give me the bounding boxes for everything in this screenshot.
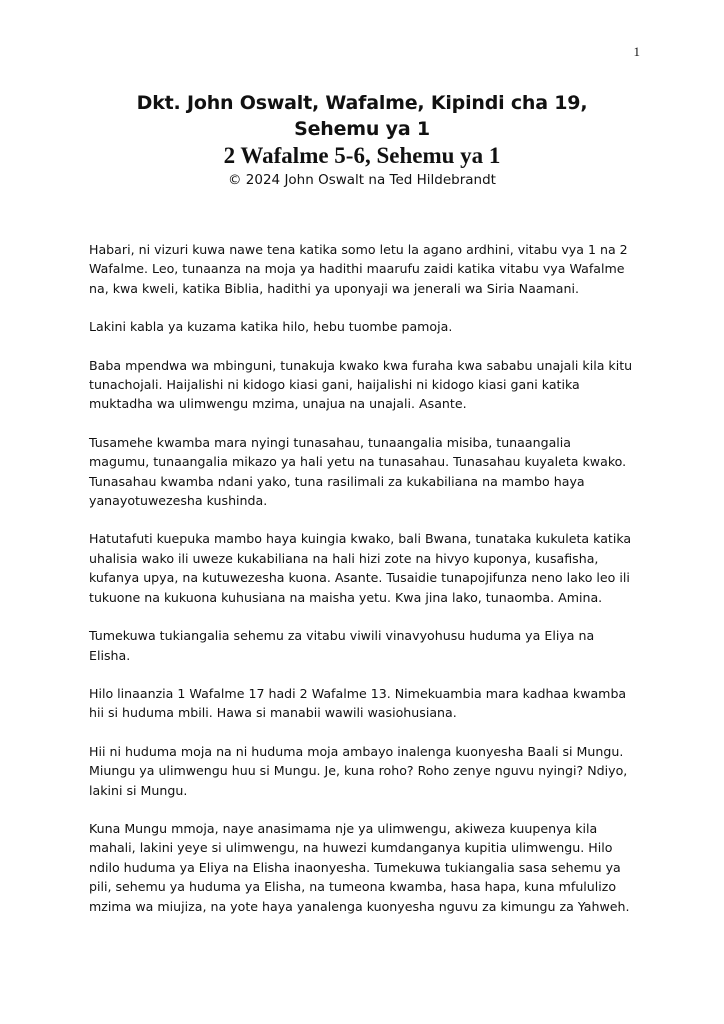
document-title: Dkt. John Oswalt, Wafalme, Kipindi cha 19, Sehemu ya 1 [136, 92, 588, 140]
paragraph: Hilo linaanzia 1 Wafalme 17 hadi 2 Wafalme 13. Nimekuambia mara kadhaa kwamba hii si huduma mbili. Hawa si manabii wawili wasiohusiana. [89, 685, 627, 721]
document-header [95, 90, 629, 190]
document-subtitle: 2 Wafalme 5-6, Sehemu ya 1 [223, 143, 501, 168]
paragraph: Hatutafuti kuepuka mambo haya kuingia kwako, bali Bwana, tunataka kukuleta katika uhalisia wako ili uweze kukabiliana na hali hizi zote na hivyo kuponya, kusafisha, kufanya upya, na kutuwezesha kuona. Asante. Tusaidie tunapojifunza neno lako leo ili tukuone na kukuona kuhusiana na maisha yetu. Kwa jina lako, tunaomba. Amina. [89, 531, 632, 605]
paragraph: Baba mpendwa wa mbinguni, tunakuja kwako kwa furaha kwa sababu unajali kila kitu tunachojali. Haijalishi ni kidogo kiasi gani, haijalishi ni kidogo kiasi gani katika muktadha wa ulimwengu mzima, unajua na unajali. Asante. [89, 357, 633, 412]
copyright-line: © 2024 John Oswalt na Ted Hildebrandt [228, 172, 496, 188]
paragraph: Tumekuwa tukiangalia sehemu za vitabu viwili vinavyohusu huduma ya Eliya na Elisha. [89, 628, 595, 663]
paragraph: Habari, ni vizuri kuwa nawe tena katika somo letu la agano ardhini, vitabu vya 1 na 2 Wafalme. Leo, tunaanza na moja ya hadithi maarufu zaidi katika vitabu vya Wafalme na, kwa kweli, katika Biblia, hadithi ya uponyaji wa jenerali wa Siria Naamani. [89, 242, 628, 296]
paragraph: Lakini kabla ya kuzama katika hilo, hebu tuombe pamoja. [89, 319, 453, 335]
paragraph: Tusamehe kwamba mara nyingi tunasahau, tunaangalia misiba, tunaangalia magumu, tunaangalia mikazo ya hali yetu na tunasahau. Tunasahau kuyaleta kwako. Tunasahau kwamba ndani yako, tuna rasilimali za kukabiliana na mambo haya yanayotuwezesha kushinda. [89, 434, 627, 509]
page-number: 1 [633, 44, 640, 59]
document-body [89, 240, 635, 935]
paragraph: Kuna Mungu mmoja, naye anasimama nje ya ulimwengu, akiweza kuupenya kila mahali, lakini yeye si ulimwengu, na huwezi kumdanganya kupitia ulimwengu. Hilo ndilo huduma ya Eliya na Elisha inaonyesha. Tumekuwa tukiangalia sasa sehemu ya pili, sehemu ya huduma ya Elisha, na tumeona kwamba, hasa hapa, kuna mfululizo mzima wa miujiza, na yote haya yanalenga kuonyesha nguvu za kimungu za Yahweh. [89, 820, 630, 914]
paragraph: Hii ni huduma moja na ni huduma moja ambayo inalenga kuonyesha Baali si Mungu. Miungu ya ulimwengu huu si Mungu. Je, kuna roho? Roho zenye nguvu nyingi? Ndiyo, lakini si Mungu. [89, 743, 628, 798]
